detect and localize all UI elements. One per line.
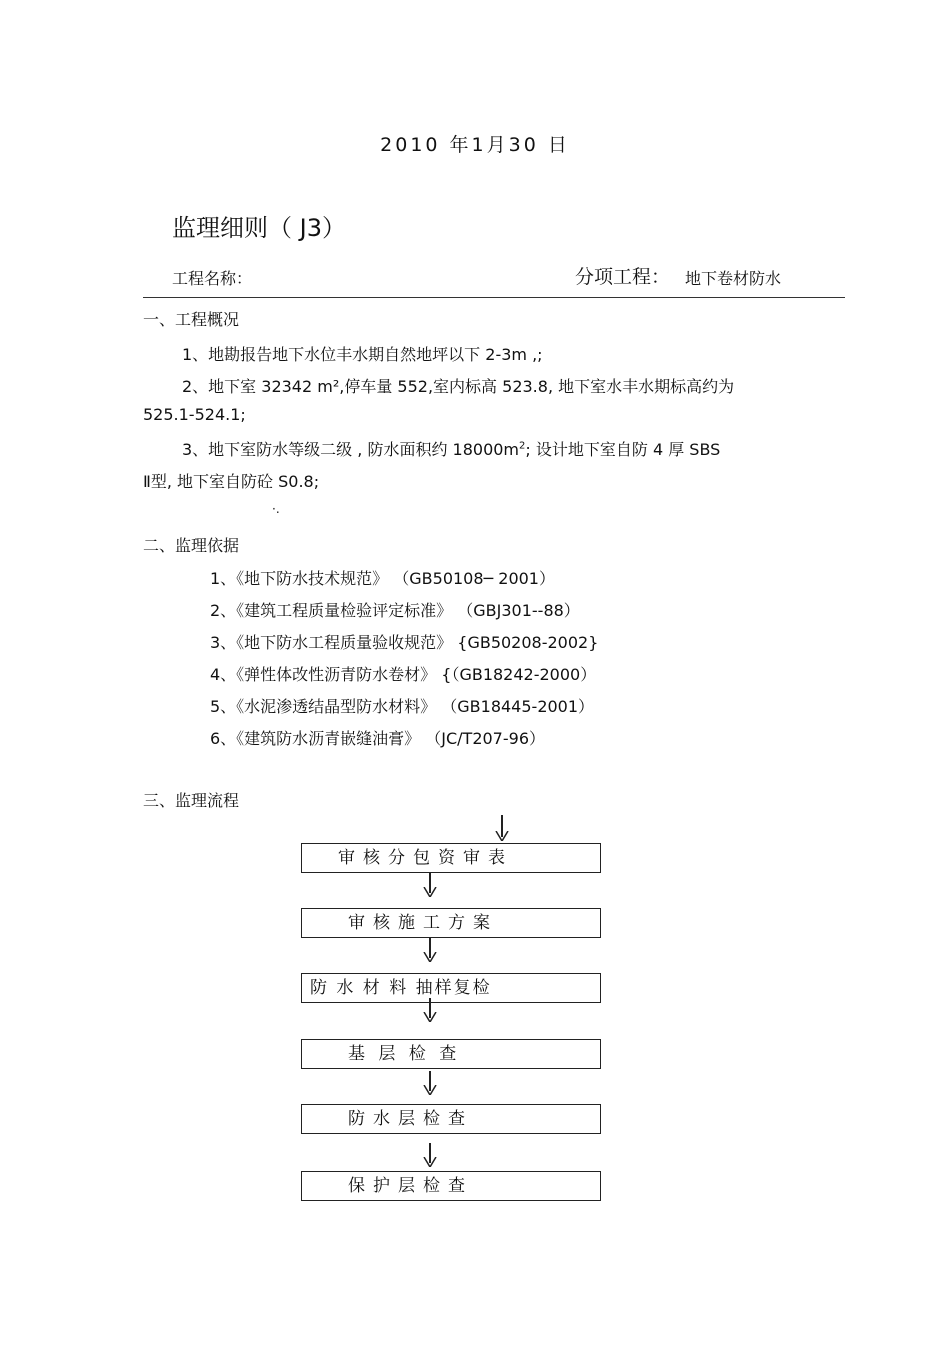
flow-entry-arrow xyxy=(495,815,509,841)
flow-step-1: 审核分包资审表 xyxy=(301,843,601,873)
flow-step-6: 保护层检查 xyxy=(301,1171,601,1201)
overview-item-2-line-1: 2、地下室 32342 m²,停车量 552,室内标高 523.8, 地下室水丰水期标高约为 xyxy=(182,377,735,396)
flow-step-2: 审核施工方案 xyxy=(301,908,601,938)
flow-arrow xyxy=(423,873,437,897)
flow-step-4: 基 层 检 查 xyxy=(301,1039,601,1069)
overview-item-3-line-2: Ⅱ型, 地下室自防砼 S0.8; xyxy=(143,472,320,491)
flow-arrow xyxy=(423,1071,437,1095)
flow-arrow xyxy=(423,1143,437,1167)
reference-item: 6、《建筑防水沥青嵌缝油膏》 （JC/T207-96） xyxy=(210,729,545,748)
section3-heading: 三、监理流程 xyxy=(143,791,240,810)
stray-mark: ·. xyxy=(272,502,280,516)
document-date: 2010 年1月30 日 xyxy=(380,134,570,156)
sub-project-label: 分项工程： xyxy=(575,266,671,288)
flow-arrow xyxy=(423,938,437,962)
sub-project-value: 地下卷材防水 xyxy=(685,269,782,288)
flow-arrow xyxy=(423,998,437,1022)
reference-item: 3、《地下防水工程质量验收规范》 {GB50208-2002} xyxy=(210,633,599,652)
overview-item-3-text-a: 3、地下室防水等级二级 , 防水面积约 18000m xyxy=(182,440,520,459)
header-divider xyxy=(143,297,845,298)
reference-item: 5、《水泥渗透结晶型防水材料》 （GB18445-2001） xyxy=(210,697,595,716)
reference-item: 1、《地下防水技术规范》 （GB50108─ 2001） xyxy=(210,569,555,588)
reference-item: 4、《弹性体改性沥青防水卷材》 {（GB18242-2000） xyxy=(210,665,597,684)
flow-step-3: 防 水 材 料 抽样复检 xyxy=(301,973,601,1003)
section2-heading: 二、监理依据 xyxy=(143,536,240,555)
reference-item: 2、《建筑工程质量检验评定标准》 （GBJ301--88） xyxy=(210,601,580,620)
overview-item-2-line-2: 525.1-524.1; xyxy=(143,405,246,424)
flow-step-5: 防水层检查 xyxy=(301,1104,601,1134)
superscript-2: 2 xyxy=(519,440,526,452)
overview-item-3-line-1 xyxy=(182,437,720,460)
document-title: 监理细则（ J3） xyxy=(172,214,346,242)
overview-item-1: 1、地勘报告地下水位丰水期自然地坪以下 2-3m ,; xyxy=(182,345,543,364)
overview-item-3-text-b: ; 设计地下室自防 4 厚 SBS xyxy=(525,440,721,459)
project-name-label: 工程名称： xyxy=(172,269,253,288)
section1-heading: 一、工程概况 xyxy=(143,310,240,329)
